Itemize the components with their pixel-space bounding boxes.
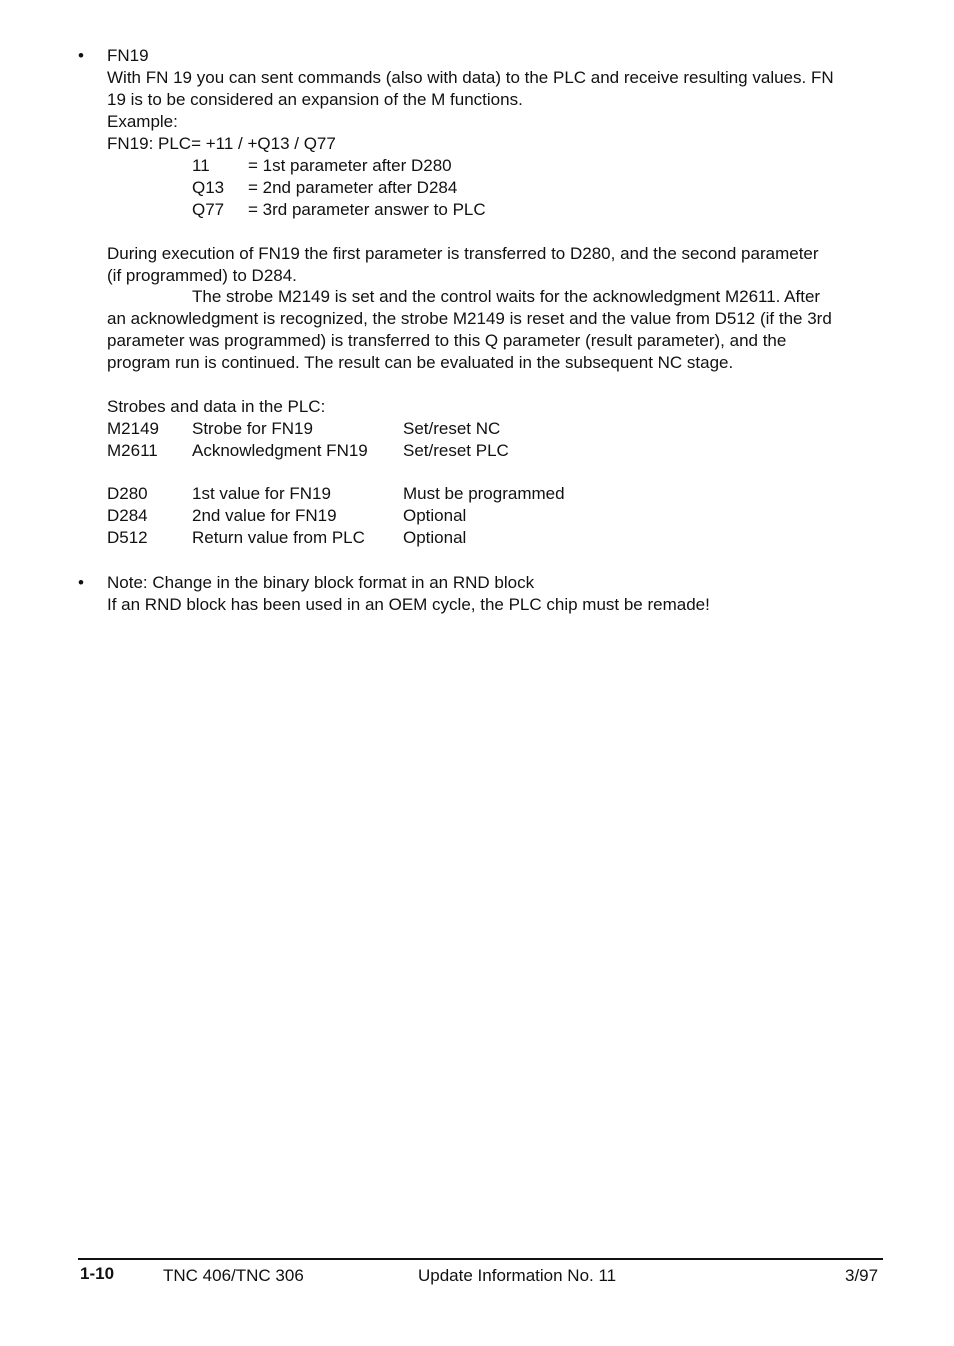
data-desc: 1st value for FN19 — [192, 484, 331, 503]
paragraph-line: The strobe M2149 is set and the control waits for the acknowledgment M2611. After — [192, 287, 821, 306]
param-desc: = 2nd parameter after D284 — [248, 178, 458, 197]
data-desc: 2nd value for FN19 — [192, 506, 337, 525]
data-requirement: Optional — [403, 506, 467, 525]
signal-desc: Acknowledgment FN19 — [192, 441, 368, 460]
signal-mode: Set/reset NC — [403, 419, 501, 438]
note-line: If an RND block has been used in an OEM cycle, the PLC chip must be remade! — [107, 595, 710, 614]
table-heading: Strobes and data in the PLC: — [107, 397, 326, 416]
bullet-marker: • — [78, 573, 84, 592]
data-name: D512 — [107, 528, 148, 547]
bullet-marker: • — [78, 46, 84, 65]
data-name: D284 — [107, 506, 148, 525]
example-label: Example: — [107, 112, 178, 131]
example-code: FN19: PLC= +11 / +Q13 / Q77 — [107, 134, 336, 153]
param-name: Q13 — [192, 178, 225, 197]
page-number: 1-10 — [80, 1264, 115, 1283]
paragraph-line: (if programmed) to D284. — [107, 266, 297, 285]
param-name: 11 — [192, 156, 210, 175]
param-desc: = 3rd parameter answer to PLC — [248, 200, 486, 219]
data-requirement: Must be programmed — [403, 484, 565, 503]
section-title: FN19 — [107, 46, 149, 65]
signal-name: M2149 — [107, 419, 159, 438]
param-desc: = 1st parameter after D280 — [248, 156, 452, 175]
description-line: 19 is to be considered an expansion of the M functions. — [107, 90, 523, 109]
param-name: Q77 — [192, 200, 225, 219]
footer-rule — [78, 1258, 883, 1260]
paragraph-line: During execution of FN19 the first parameter is transferred to D280, and the second parameter — [107, 244, 819, 263]
paragraph-line: program run is continued. The result can be evaluated in the subsequent NC stage. — [107, 353, 734, 372]
signal-desc: Strobe for FN19 — [192, 419, 313, 438]
footer-doc-title: Update Information No. 11 — [418, 1266, 617, 1285]
description-line: With FN 19 you can sent commands (also with data) to the PLC and receive resulting values. FN — [107, 68, 834, 87]
footer-product: TNC 406/TNC 306 — [163, 1266, 304, 1285]
note-line: Note: Change in the binary block format in an RND block — [107, 573, 535, 592]
signal-name: M2611 — [107, 441, 158, 460]
signal-mode: Set/reset PLC — [403, 441, 509, 460]
paragraph-line: parameter was programmed) is transferred to this Q parameter (result parameter), and the — [107, 331, 787, 350]
data-name: D280 — [107, 484, 148, 503]
paragraph-line: an acknowledgment is recognized, the strobe M2149 is reset and the value from D512 (if the 3rd — [107, 309, 832, 328]
data-requirement: Optional — [403, 528, 467, 547]
data-desc: Return value from PLC — [192, 528, 365, 547]
footer-date: 3/97 — [845, 1266, 879, 1285]
